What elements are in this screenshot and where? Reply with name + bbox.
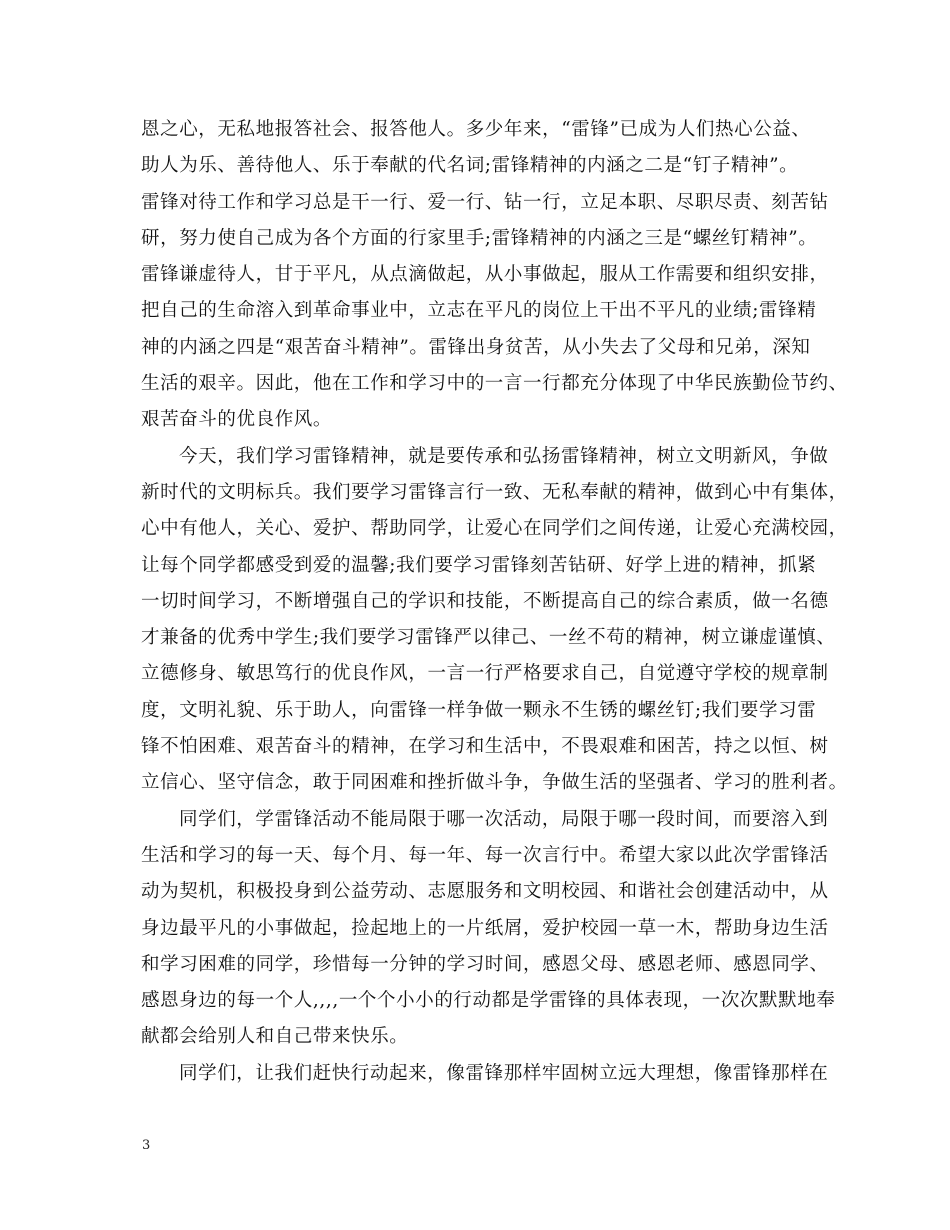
text-line: 艰苦奋斗的优良作风。 [141,409,333,431]
text-line: 研，努力使自己成为各个方面的行家里手;雷锋精神的内涵之三是“螺丝钉精神”。 [141,227,818,249]
text-line: 和学习困难的同学，珍惜每一分钟的学习时间，感恩父母、感恩老师、感恩同学、 [141,953,829,975]
text-line: 立德修身、敏思笃行的优良作风，一言一行严格要求自己，自觉遵守学校的规章制 [141,663,829,685]
text-line: 新时代的文明标兵。我们要学习雷锋言行一致、无私奉献的精神，做到心中有集体， [141,481,848,503]
text-line: 恩之心，无私地报答社会、报答他人。多少年来，“雷锋”已成为人们热心公益、 [141,119,811,140]
text-line: 助人为乐、善待他人、乐于奉献的代名词;雷锋精神的内涵之二是“钉子精神”。 [141,155,799,177]
text-line: 立信心、坚守信念，敢于同困难和挫折做斗争，争做生活的坚强者、学习的胜利者。 [141,772,848,794]
text-line: 神的内涵之四是“艰苦奋斗精神”。雷锋出身贫苦，从小失去了父母和兄弟，深知 [141,336,811,358]
paragraph-first-line: 同学们，学雷锋活动不能局限于哪一次活动，局限于哪一段时间，而要溶入到 [179,808,829,830]
text-line: 一切时间学习，不断增强自己的学识和技能，不断提高自己的综合素质，做一名德 [141,590,829,612]
paragraph-first-line: 今天，我们学习雷锋精神，就是要传承和弘扬雷锋精神，树立文明新风，争做 [179,445,829,467]
text-line: 心中有他人，关心、爱护、帮助同学，让爱心在同学们之间传递，让爱心充满校园， [141,518,848,540]
text-line: 生活的艰辛。因此，他在工作和学习中的一言一行都充分体现了中华民族勤俭节约、 [141,373,848,395]
text-line: 度，文明礼貌、乐于助人，向雷锋一样争做一颗永不生锈的螺丝钉;我们要学习雷 [141,699,817,721]
text-line: 身边最平凡的小事做起，捡起地上的一片纸屑，爱护校园一草一木，帮助身边生活 [141,917,829,939]
text-line: 动为契机，积极投身到公益劳动、志愿服务和文明校园、和谐社会创建活动中，从 [141,881,829,903]
text-line: 才兼备的优秀中学生;我们要学习雷锋严以律己、一丝不苟的精神，树立谦虚谨慎、 [141,627,836,649]
text-line: 雷锋谦虚待人，甘于平凡，从点滴做起，从小事做起，服从工作需要和组织安排， [141,264,829,286]
paragraph-first-line: 同学们，让我们赶快行动起来，像雷锋那样牢固树立远大理想，像雷锋那样在 [179,1062,829,1084]
text-line: 让每个同学都感受到爱的温馨;我们要学习雷锋刻苦钻研、好学上进的精神，抓紧 [141,554,817,576]
text-line: 把自己的生命溶入到革命事业中，立志在平凡的岗位上干出不平凡的业绩;雷锋精 [141,300,817,322]
text-line: 生活和学习的每一天、每个月、每一年、每一次言行中。希望大家以此次学雷锋活 [141,844,829,866]
text-line: 献都会给别人和自己带来快乐。 [141,1026,409,1048]
text-line: 感恩身边的每一个人,,,,一个个小小的行动都是学雷锋的具体表现，一次次默默地奉 [141,990,836,1012]
text-line: 锋不怕困难、艰苦奋斗的精神，在学习和生活中，不畏艰难和困苦，持之以恒、树 [141,736,829,758]
body-text [141,112,848,1092]
text-line: 雷锋对待工作和学习总是干一行、爱一行、钻一行，立足本职、尽职尽责、刻苦钻 [141,191,829,213]
page-number: 3 [142,1138,151,1153]
